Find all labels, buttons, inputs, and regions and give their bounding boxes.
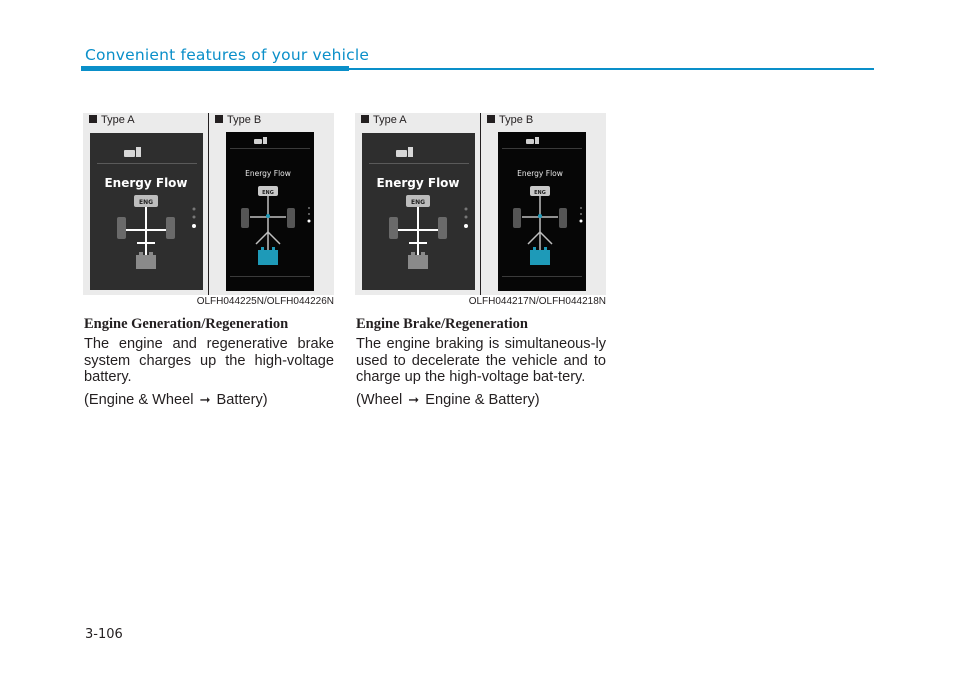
flow-node: [538, 214, 542, 218]
screen-title: Energy Flow: [245, 169, 291, 178]
flow-from: (Engine & Wheel: [84, 391, 194, 408]
energy-flow-screen-type-b: [498, 132, 586, 291]
type-a-text: Type A: [373, 114, 407, 126]
car-icon: [526, 137, 539, 144]
flow-lines: [522, 196, 558, 250]
page-indicator-dots: [580, 207, 583, 223]
screen-title: Energy Flow: [376, 176, 460, 190]
figure-engine-generation: [83, 113, 334, 295]
type-b-text: Type B: [227, 114, 262, 126]
header-bar-thin: [349, 68, 874, 70]
flow-line: [84, 392, 334, 409]
section-paragraph: The engine and regenerative brake system charges up the high-voltage battery.: [84, 336, 334, 385]
type-b-label: [487, 114, 533, 126]
car-icon: [124, 147, 141, 157]
section-body-engine-brake: [356, 336, 606, 408]
screen-divider: [502, 276, 582, 277]
screen-divider: [97, 163, 197, 164]
engine-label: ENG: [534, 190, 546, 196]
section-body-engine-generation: [84, 336, 334, 408]
arrow-right-icon: ➞: [408, 391, 420, 407]
section-paragraph: The engine braking is simultaneous-ly used to decelerate the vehicle and to charge up the high-voltage bat-tery.: [356, 336, 606, 385]
type-b-label: [215, 114, 261, 126]
engine-label: ENG: [410, 199, 426, 206]
page-indicator-dots: [192, 208, 196, 229]
engine-icon: [134, 195, 158, 207]
type-a-label: [361, 114, 407, 126]
car-icon: [254, 137, 267, 144]
flow-lines: [124, 207, 168, 255]
square-bullet-icon: [89, 115, 97, 123]
flow-to: Engine & Battery): [425, 391, 540, 408]
page-number: 3-106: [85, 627, 123, 642]
screen-title: Energy Flow: [104, 176, 188, 190]
engine-icon: [406, 195, 430, 207]
header-title: Convenient features of your vehicle: [85, 46, 370, 64]
screen-divider: [230, 148, 310, 149]
square-bullet-icon: [487, 115, 495, 123]
flow-to: Battery): [216, 391, 268, 408]
page-indicator-dots: [464, 208, 468, 229]
header-bar-thick: [81, 66, 349, 71]
section-title-engine-generation: Engine Generation/Regeneration: [84, 316, 289, 332]
square-bullet-icon: [215, 115, 223, 123]
arrow-right-icon: ➞: [199, 391, 211, 407]
figure-divider: [480, 113, 481, 295]
screen-divider: [502, 148, 582, 149]
flow-lines: [250, 196, 286, 250]
screen-title: Energy Flow: [517, 169, 563, 178]
flow-line: [356, 392, 606, 409]
type-a-text: Type A: [101, 114, 135, 126]
flow-node: [266, 214, 270, 218]
section-title-engine-brake: Engine Brake/Regeneration: [356, 316, 528, 332]
engine-label: ENG: [262, 190, 274, 196]
energy-flow-screen-type-a: [90, 133, 203, 290]
type-b-text: Type B: [499, 114, 534, 126]
figure-divider: [208, 113, 209, 295]
figure-code: OLFH044217N/OLFH044218N: [468, 296, 606, 307]
energy-flow-screen-type-b: [226, 132, 314, 291]
engine-icon: [530, 186, 550, 196]
type-a-label: [89, 114, 135, 126]
flow-lines: [396, 207, 440, 255]
page-indicator-dots: [308, 207, 311, 223]
energy-flow-screen-type-a: [362, 133, 475, 290]
car-icon: [396, 147, 413, 157]
figure-engine-brake: [355, 113, 606, 295]
screen-divider: [369, 163, 469, 164]
square-bullet-icon: [361, 115, 369, 123]
engine-icon: [258, 186, 278, 196]
engine-label: ENG: [138, 199, 154, 206]
screen-divider: [230, 276, 310, 277]
flow-from: (Wheel: [356, 391, 403, 408]
figure-code: OLFH044225N/OLFH044226N: [196, 296, 334, 307]
